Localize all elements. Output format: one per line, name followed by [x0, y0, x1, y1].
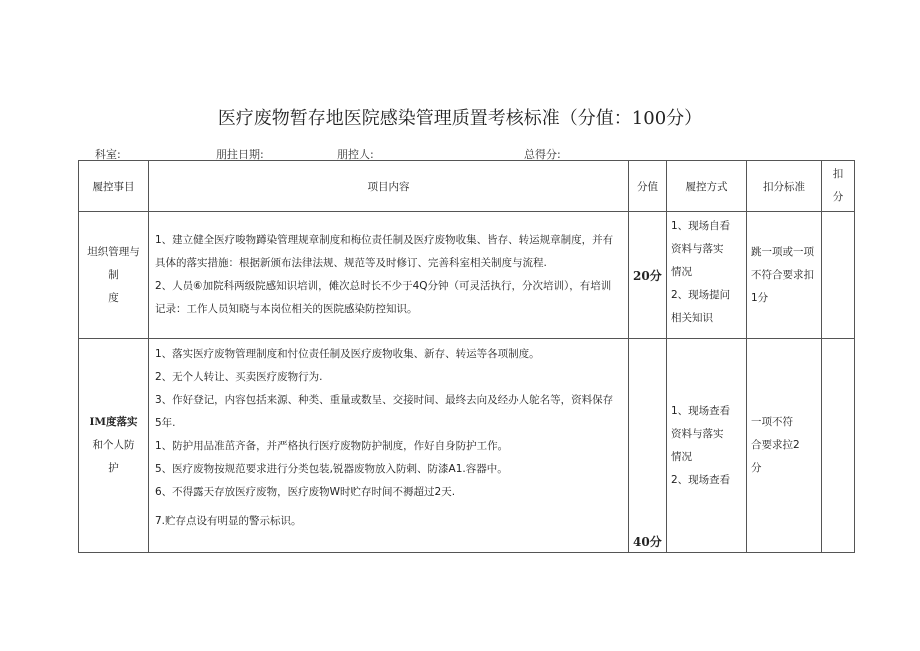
content-line: 3、作好登记，内容包括来源、种类、重量或数呈、交接时间、最终去向及经办人鸵名等，资料保存: [155, 394, 614, 406]
header-score: 分值: [629, 161, 667, 212]
method-line: 相关知识: [671, 312, 713, 324]
header-content: 项目内容: [149, 161, 629, 212]
content-line: 7.贮存点设有明显的警示标识。: [155, 515, 302, 527]
row-content-cell: [149, 339, 629, 553]
row-deduct-cell: [822, 339, 855, 553]
table-row: [79, 339, 855, 553]
header-item: 履控事目: [79, 161, 149, 212]
method-line: 资料与落实: [671, 427, 724, 440]
dept-label: 科室:: [95, 148, 121, 161]
header-deduct-line: 扣: [832, 168, 844, 180]
content-line: 具体的落实措施：根据新颁布法律法规、规范等及时修订、完善科室相关制度与流程.: [155, 257, 547, 269]
content-line: 1、建立健全医疗唆物蹲染管理规章制度和梅位责任制及医疗废物收集、皆存、转运规章制度，并有: [155, 234, 614, 246]
content-line: 5年.: [155, 417, 176, 429]
content-line: 2、无个人转让、买卖医疗废物行为.: [155, 371, 323, 383]
row-criteria-cell: [747, 339, 822, 553]
row-method-cell: [667, 212, 747, 339]
criteria-line: 分: [751, 462, 762, 474]
method-line: 情况: [671, 266, 692, 278]
document-title: 医疗废物暂存地医院感染管理质置考核标准（分值：100分）: [217, 108, 703, 129]
content-line: 6、不得露天存放医疗废物，医疗废物W时贮存时间不褥超过2天.: [155, 486, 456, 498]
method-line: 2、现场查看: [671, 473, 731, 486]
header-deduct: [822, 161, 855, 212]
item-line: 和个人防: [92, 439, 135, 451]
assessment-table: [78, 160, 855, 553]
item-line: 度: [108, 291, 119, 304]
row-score-cell: 20分: [629, 212, 667, 339]
criteria-line: 不符合要求扣: [751, 268, 814, 281]
table-header-row: [79, 161, 855, 212]
date-label: 朋拄日期:: [216, 148, 264, 161]
content-line: 记录：工作人员知晓与本岗位相关的医院感染防控知识。: [155, 303, 418, 315]
content-line: 1、落实医疗废物管理制度和忖位责任制及医疗废物收集、新存、转运等各项制度。: [155, 348, 540, 360]
inspector-label: 朋控人:: [337, 148, 374, 161]
header-method: 履控方式: [667, 161, 747, 212]
row-score-cell: 40分: [629, 339, 667, 553]
item-line: 护: [108, 462, 119, 474]
criteria-line: 一项不符: [751, 416, 793, 428]
criteria-line: 1分: [751, 291, 769, 304]
method-line: 情况: [671, 450, 692, 463]
row-content-cell: [149, 212, 629, 339]
item-line: 坦织管理与制: [87, 245, 140, 281]
total-score-label: 总得分:: [524, 148, 561, 161]
row-criteria-cell: [747, 212, 822, 339]
method-line: 1、现场自看: [671, 220, 731, 232]
row-method-cell: [667, 339, 747, 553]
table-row: [79, 212, 855, 339]
criteria-line: 合要求拉2: [751, 439, 800, 451]
header-criteria: 扣分标准: [747, 161, 822, 212]
row-item-cell: [79, 212, 149, 339]
content-line: 5、医疗废物按规范要求进行分类包装,锐器废物放入防剌、防漆A1.容器中。: [155, 463, 508, 475]
item-line: IM度落实: [89, 416, 138, 428]
method-line: 1、现场查看: [671, 404, 731, 417]
method-line: 资料与落实: [671, 243, 724, 255]
content-line: 1、防护用品准茁齐备，并严格执行医疗废物防护制度，作好自身防护工作。: [155, 440, 509, 452]
header-deduct-line: 分: [832, 191, 844, 203]
row-item-cell: [79, 339, 149, 553]
criteria-line: 跳一项或一项: [751, 245, 814, 258]
method-line: 2、现场提问: [671, 289, 731, 301]
content-line: 2、人员⑥加院科两级院感知识培训，傩次总时长不少于4Q分钟（可灵活执行，分次培训），有培训: [155, 280, 612, 292]
row-deduct-cell: [822, 212, 855, 339]
